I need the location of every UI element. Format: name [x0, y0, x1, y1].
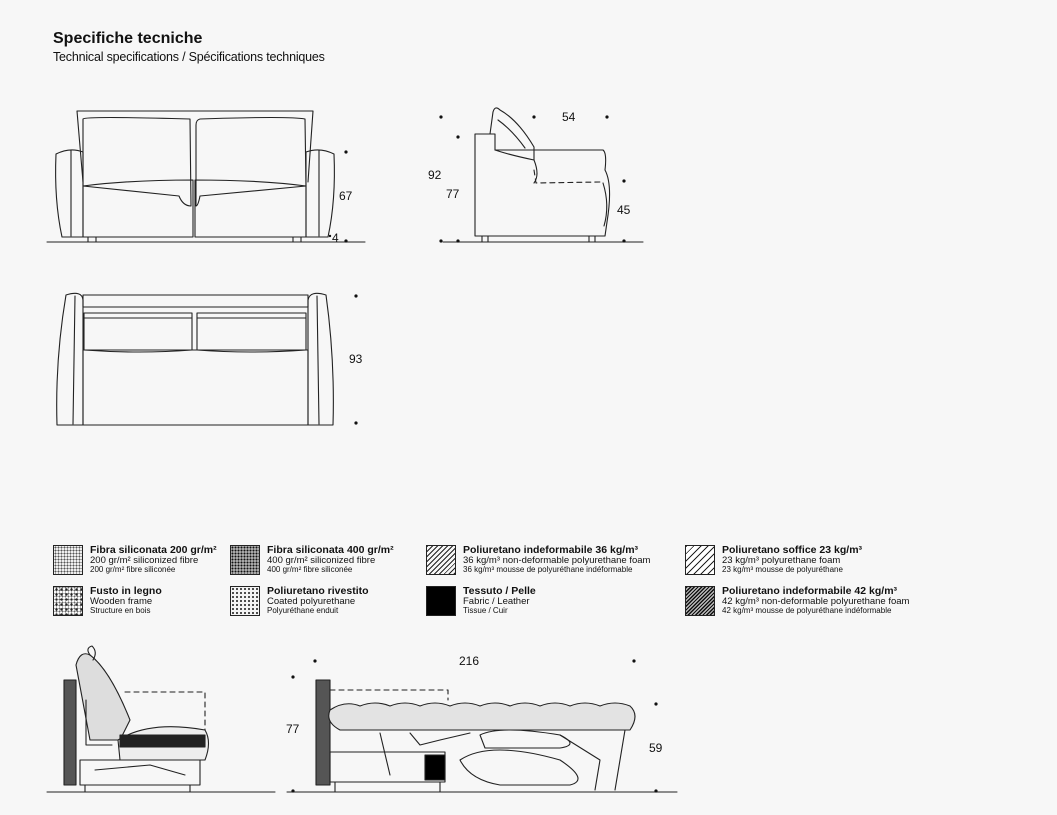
legend-poliuretano-42: Poliuretano indeformabile 42 kg/m³ 42 kg/m³ non-deformable polyurethane foam 42 kg/m³ mousse de polyuréthane indéformable	[685, 586, 909, 616]
legend-poliuretano-rivestito: Poliuretano rivestito Coated polyurethane Polyuréthane enduit	[230, 586, 369, 616]
poliuretano-42-swatch	[685, 586, 715, 616]
legend-poliuretano-23: Poliuretano soffice 23 kg/m³ 23 kg/m³ polyurethane foam 23 kg/m³ mousse de polyuréthane	[685, 545, 862, 575]
dim-front-height: 67	[339, 189, 353, 203]
legend-tessuto: Tessuto / Pelle Fabric / Leather Tissue / Cuir	[426, 586, 536, 616]
dim-side-total-height: 92	[428, 168, 442, 182]
fusto-swatch	[53, 586, 83, 616]
front-view	[47, 111, 365, 242]
page-subtitle: Technical specifications / Spécifications techniques	[53, 50, 325, 64]
tessuto-swatch	[426, 586, 456, 616]
section-open	[287, 680, 677, 792]
fibra-400-swatch	[230, 545, 260, 575]
dim-leg-height: 4	[332, 231, 339, 245]
legend-fibra-200: Fibra siliconata 200 gr/m² 200 gr/m² siliconized fibre 200 gr/m² fibre siliconée	[53, 545, 217, 575]
side-view	[443, 108, 643, 242]
poliuretano-36-swatch	[426, 545, 456, 575]
top-view	[57, 293, 334, 425]
dim-open-back-height: 77	[286, 722, 300, 736]
page-title: Specifiche tecniche	[53, 30, 203, 47]
fibra-200-swatch	[53, 545, 83, 575]
legend-fusto: Fusto in legno Wooden frame Structure en bois	[53, 586, 162, 616]
rivestito-swatch	[230, 586, 260, 616]
dim-side-depth: 54	[562, 110, 576, 124]
dim-mattress-height: 59	[649, 741, 663, 755]
dim-open-length: 216	[459, 654, 480, 668]
legend-poliuretano-36: Poliuretano indeformabile 36 kg/m³ 36 kg/m³ non-deformable polyurethane foam 36 kg/m³ mousse de polyuréthane indéformable	[426, 545, 650, 575]
dim-top-depth: 93	[349, 352, 363, 366]
dim-side-inner-height: 77	[446, 187, 460, 201]
section-closed	[47, 646, 275, 792]
poliuretano-23-swatch	[685, 545, 715, 575]
legend-fibra-400: Fibra siliconata 400 gr/m² 400 gr/m² siliconized fibre 400 gr/m² fibre siliconée	[230, 545, 394, 575]
dim-seat-height: 45	[617, 203, 631, 217]
